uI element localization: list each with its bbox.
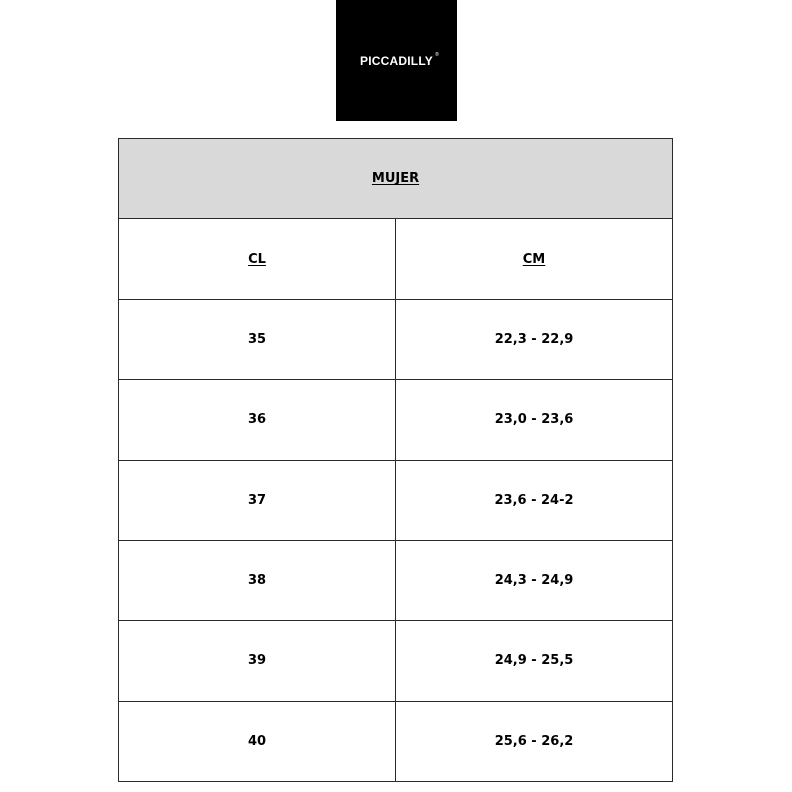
table-row — [119, 460, 673, 540]
size-cl-cell: 35 — [119, 299, 396, 379]
table-title-row — [119, 139, 673, 219]
size-cl-cell: 38 — [119, 540, 396, 620]
table-title-cell — [119, 139, 673, 219]
header-cm — [396, 219, 673, 299]
table-row — [119, 540, 673, 620]
size-cl-cell: 40 — [119, 701, 396, 781]
size-cm-cell: 24,3 - 24,9 — [396, 540, 673, 620]
table-header-row — [119, 219, 673, 299]
size-cm-cell: 24,9 - 25,5 — [396, 621, 673, 701]
brand-logo — [336, 0, 457, 121]
size-cm-cell: 23,0 - 23,6 — [396, 380, 673, 460]
header-cl-label: CL — [248, 251, 266, 267]
size-cl-cell: 37 — [119, 460, 396, 540]
table-row — [119, 299, 673, 379]
size-chart-table — [118, 138, 673, 782]
size-cl-cell: 36 — [119, 380, 396, 460]
brand-name: PICCADILLY ® — [360, 51, 439, 68]
header-cl — [119, 219, 396, 299]
table-row — [119, 380, 673, 460]
header-cm-label: CM — [522, 251, 546, 267]
table-row — [119, 621, 673, 701]
size-cl-cell: 39 — [119, 621, 396, 701]
size-cm-cell: 22,3 - 22,9 — [396, 299, 673, 379]
table-title: MUJER — [371, 171, 420, 187]
size-cm-cell: 25,6 - 26,2 — [396, 701, 673, 781]
table-row — [119, 701, 673, 781]
registered-mark: ® — [435, 51, 439, 58]
size-cm-cell: 23,6 - 24-2 — [396, 460, 673, 540]
